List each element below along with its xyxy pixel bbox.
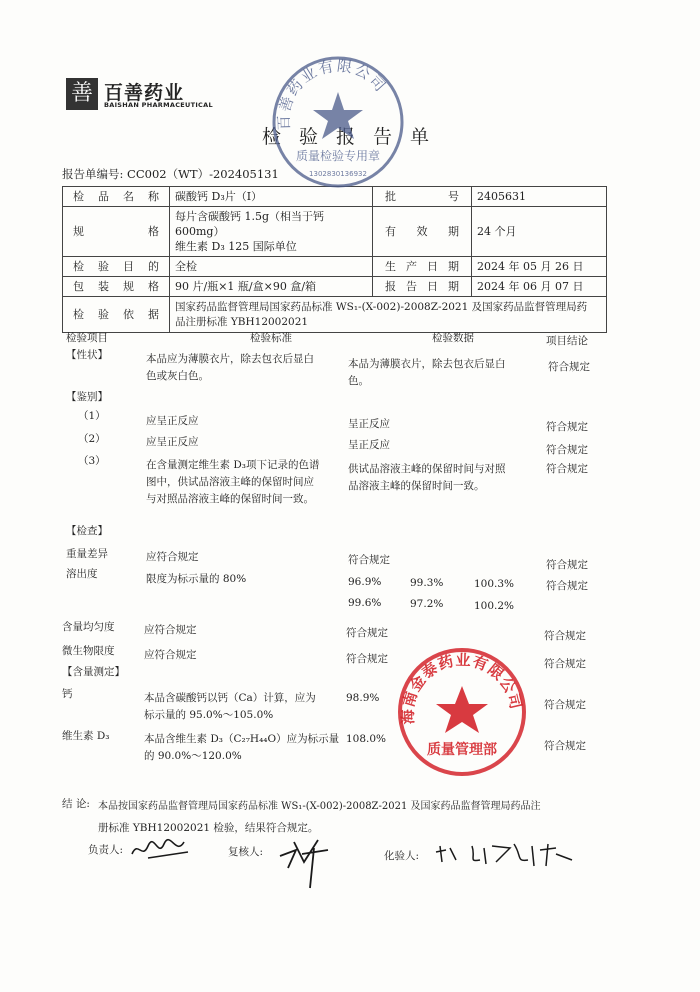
calcium-std-2: 标示量的 95.0%～105.0% (144, 709, 274, 721)
weight-data: 符合规定 (348, 554, 390, 566)
company-name-en: BAISHAN PHARMACEUTICAL (104, 101, 213, 109)
spec-value (170, 207, 373, 257)
batch-value: 2405631 (472, 187, 607, 207)
id3-std-3: 与对照品溶液主峰的保留时间一致。 (146, 493, 314, 505)
red-seal-text: 海南金泰药业有限公司 (398, 650, 526, 725)
dissolution-result: 符合规定 (546, 580, 588, 592)
conclusion-line-2: 册标准 YBH12002021 检验，结果符合规定。 (98, 822, 319, 834)
prod-date-label: 生产日期 (373, 257, 472, 277)
col-data-header: 检验数据 (432, 332, 474, 344)
spec-line-2: 维生素 D₃ 125 国际单位 (175, 240, 297, 253)
conclusion-label: 结 论: (62, 798, 90, 810)
id1-standard: 应呈正反应 (146, 415, 199, 427)
section-appearance: 【性状】 (66, 349, 108, 361)
basis-line-1: 国家药品监督管理局国家药品标准 WS₁-(X-002)-2008Z-2021 及国家药品监督管理局药 (175, 300, 588, 313)
uniformity-data: 符合规定 (346, 627, 388, 639)
person-in-charge-label: 负责人: (88, 844, 124, 856)
appearance-std-1: 本品应为薄膜衣片，除去包衣后显白 (146, 353, 314, 365)
dissolution-label: 溶出度 (66, 568, 98, 580)
diss-value: 99.3% (410, 577, 444, 589)
id1-data: 呈正反应 (348, 418, 390, 430)
diss-value: 97.2% (410, 598, 444, 610)
id3-result: 符合规定 (546, 463, 588, 475)
company-name: 百善药业 (104, 82, 185, 104)
appearance-result: 符合规定 (548, 361, 590, 373)
basis-label: 检验依据 (63, 297, 170, 333)
section-assay: 【含量测定】 (62, 666, 125, 678)
purpose-value: 全检 (170, 257, 373, 277)
info-table (62, 186, 607, 333)
pack-value: 90 片/瓶×1 瓶/盒×90 盒/箱 (170, 277, 373, 297)
diss-value: 96.9% (348, 576, 382, 588)
micro-data: 符合规定 (346, 653, 388, 665)
report-number-label: 报告单编号: (62, 167, 124, 181)
uniformity-result: 符合规定 (544, 630, 586, 642)
diss-value: 100.3% (474, 578, 515, 590)
report-number (62, 166, 279, 182)
id2-data: 呈正反应 (348, 439, 390, 451)
seal-subtitle: 质量检验专用章 (295, 149, 381, 163)
spec-line-1: 每片含碳酸钙 1.5g（相当于钙 600mg） (175, 210, 325, 238)
col-conclusion-header: 项目结论 (546, 335, 588, 347)
dissolution-standard: 限度为标示量的 80% (146, 573, 247, 585)
id3-data-1: 供试品溶液主峰的保留时间与对照 (348, 463, 506, 475)
purpose-label: 检验目的 (63, 257, 170, 277)
uniformity-label: 含量均匀度 (62, 621, 115, 633)
vitd-result: 符合规定 (544, 740, 586, 752)
col-item-header: 检验项目 (66, 332, 108, 344)
id3-std-2: 图中，供试品溶液主峰的保留时间应 (146, 476, 314, 488)
prod-date-value: 2024 年 05 月 26 日 (472, 257, 607, 277)
basis-value (170, 297, 607, 333)
basis-line-2: 品注册标准 YBH12002021 (175, 315, 309, 328)
diss-value: 100.2% (474, 600, 515, 612)
batch-label: 批号 (373, 187, 472, 207)
appearance-data-1: 本品为薄膜衣片，除去包衣后显白 (348, 358, 506, 370)
reviewer-label: 复核人: (228, 846, 264, 858)
weight-standard: 应符合规定 (146, 551, 199, 563)
validity-value: 24 个月 (472, 207, 607, 257)
id2-result: 符合规定 (546, 444, 588, 456)
signature-person-icon (128, 832, 198, 866)
appearance-data-2: 色。 (348, 375, 369, 387)
seal-number: 1302830136932 (309, 170, 367, 178)
col-standard-header: 检验标准 (250, 332, 292, 344)
id2-standard: 应呈正反应 (146, 436, 199, 448)
vitd-std-1: 本品含维生素 D₃（C₂₇H₄₄O）应为标示量 (144, 733, 340, 745)
page-title: 检验报告单 (262, 126, 448, 148)
company-seal-icon (268, 52, 408, 192)
micro-label: 微生物限度 (62, 645, 115, 657)
calcium-result: 符合规定 (544, 699, 586, 711)
id3-data-2: 品溶液主峰的保留时间一致。 (348, 480, 485, 492)
company-logo-icon: 善 (66, 78, 98, 110)
vitd-data: 108.0% (346, 733, 387, 745)
appearance-std-2: 色或灰白色。 (146, 370, 209, 382)
micro-result: 符合规定 (544, 658, 586, 670)
seal-text: 百善药业有限公司 (274, 56, 391, 131)
section-check: 【检查】 (66, 525, 108, 537)
signature-reviewer-icon (274, 832, 334, 892)
id3-number: （3） (78, 455, 106, 467)
id3-std-1: 在含量测定维生素 D₃项下记录的色谱 (146, 459, 320, 471)
calcium-data: 98.9% (346, 692, 380, 704)
pack-label: 包装规格 (63, 277, 170, 297)
tester-label: 化验人: (384, 850, 420, 862)
weight-result: 符合规定 (546, 559, 588, 571)
id1-result: 符合规定 (546, 421, 588, 433)
vitd-label: 维生素 D₃ (62, 730, 110, 742)
validity-label: 有效期 (373, 207, 472, 257)
diss-value: 99.6% (348, 597, 382, 609)
conclusion-line-1: 本品按国家药品监督管理局国家药品标准 WS₁-(X-002)-2008Z-2021 及国家药品监督管理局药品注 (98, 801, 541, 812)
calcium-label: 钙 (62, 688, 73, 700)
product-value: 碳酸钙 D₃片（Ⅰ） (170, 187, 373, 207)
signature-tester-icon (432, 838, 582, 872)
section-identification: 【鉴别】 (66, 391, 108, 403)
id2-number: （2） (78, 433, 106, 445)
micro-standard: 应符合规定 (144, 649, 197, 661)
spec-label: 规格 (63, 207, 170, 257)
quality-seal-icon (394, 644, 530, 780)
red-seal-subtitle: 质量管理部 (427, 742, 497, 758)
report-date-label: 报告日期 (373, 277, 472, 297)
uniformity-standard: 应符合规定 (144, 624, 197, 636)
report-number-value: CC002（WT）-202405131 (127, 167, 279, 181)
product-label: 检品名称 (63, 187, 170, 207)
report-date-value: 2024 年 06 月 07 日 (472, 277, 607, 297)
vitd-std-2: 的 90.0%～120.0% (144, 750, 242, 762)
id1-number: （1） (78, 410, 106, 422)
weight-label: 重量差异 (66, 548, 108, 560)
calcium-std-1: 本品含碳酸钙以钙（Ca）计算，应为 (144, 692, 316, 704)
